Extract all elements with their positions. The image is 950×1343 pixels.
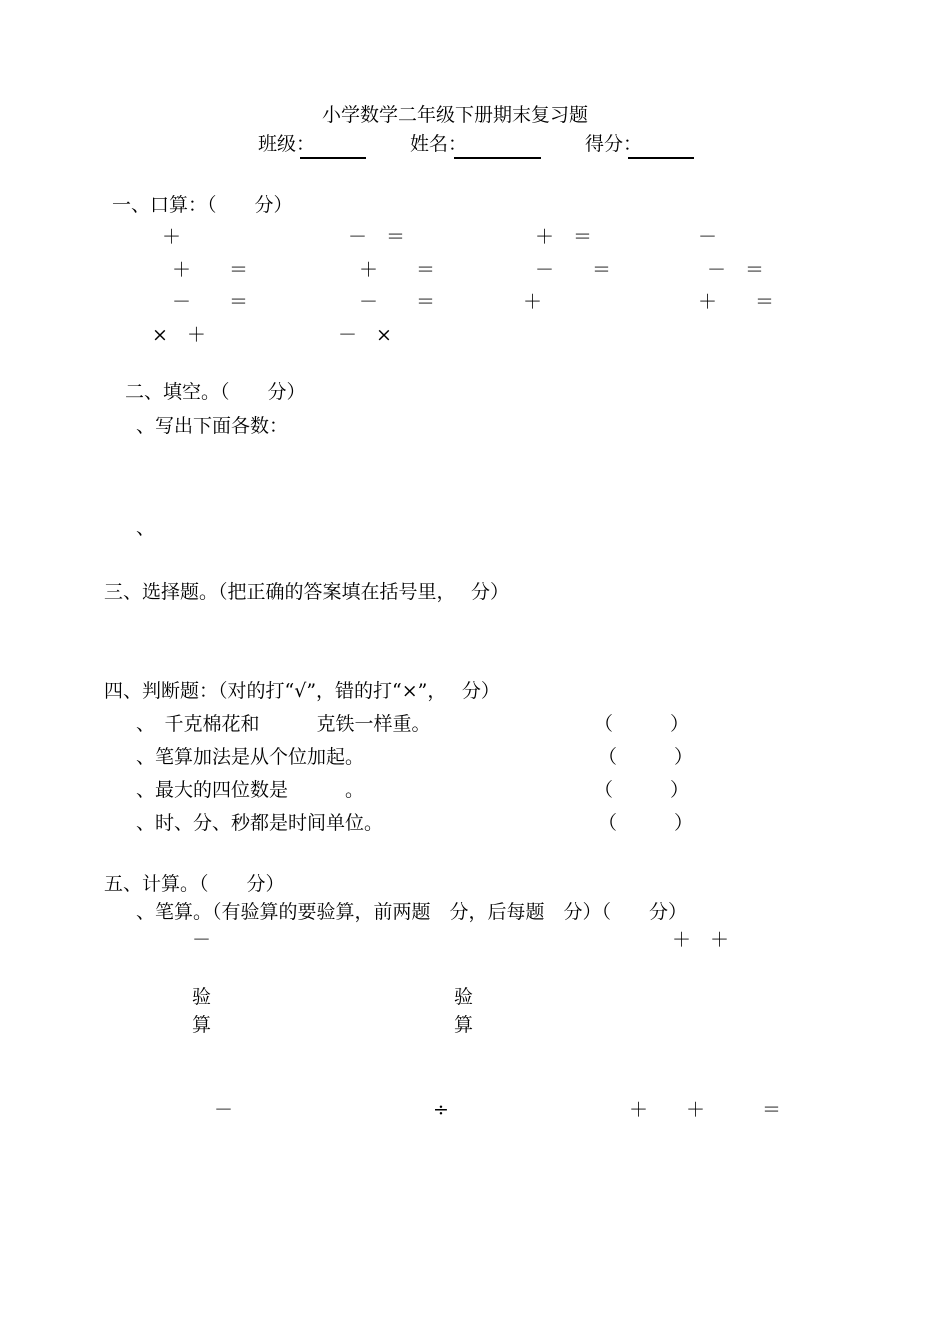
calc-operator: － xyxy=(192,929,212,951)
section2-heading: 二、填空。（ 分） xyxy=(125,381,306,403)
calc-operator: － xyxy=(214,1099,234,1121)
judge-item: 、时、分、秒都是时间单位。 xyxy=(136,812,384,834)
oral-item: ＋ ＝ xyxy=(172,259,249,281)
calc-operator: ＋ ＋ ＝ xyxy=(629,1099,782,1121)
judge-item: 、 千克棉花和 克铁一样重。 xyxy=(136,713,431,735)
check-label: 验 xyxy=(454,986,474,1008)
judge-item: 、笔算加法是从个位加起。 xyxy=(136,746,365,768)
judge-paren[interactable]: （ ） xyxy=(594,713,690,735)
page-title: 小学数学二年级下册期末复习题 xyxy=(322,104,589,126)
class-label: 班级： xyxy=(258,133,316,155)
section3-heading: 三、选择题。（把正确的答案填在括号里， 分） xyxy=(104,581,510,603)
oral-item: － ＝ xyxy=(707,259,765,281)
check-label: 算 xyxy=(192,1014,212,1036)
check-label: 算 xyxy=(454,1014,474,1036)
oral-item: ＋ ＝ xyxy=(535,226,593,248)
judge-paren[interactable]: （ ） xyxy=(598,746,694,768)
oral-item: － xyxy=(698,226,718,248)
fill-item-2: 、 xyxy=(136,517,156,539)
section4-heading: 四、判断题：（对的打“√”，错的打“×”， 分） xyxy=(104,680,500,702)
oral-item: － ＝ xyxy=(348,226,406,248)
score-blank[interactable] xyxy=(628,139,694,159)
oral-item: － × xyxy=(338,324,392,346)
oral-item: ＋ xyxy=(523,291,543,313)
oral-item: － ＝ xyxy=(172,291,249,313)
class-blank[interactable] xyxy=(300,139,366,159)
fill-item-1: 、写出下面各数： xyxy=(136,415,289,437)
oral-item: － ＝ xyxy=(359,291,436,313)
oral-item: － ＝ xyxy=(535,259,612,281)
calc-operator: ÷ xyxy=(433,1099,449,1121)
calc-operator: ＋ ＋ xyxy=(672,929,730,951)
oral-item: ＋ ＝ xyxy=(359,259,436,281)
score-label: 得分： xyxy=(585,133,643,155)
section5-heading: 五、计算。（ 分） xyxy=(104,873,285,895)
judge-paren[interactable]: （ ） xyxy=(598,812,694,834)
written-calc-instruction: 、笔算。（有验算的要验算，前两题 分，后每题 分）（ 分） xyxy=(136,901,688,923)
check-label: 验 xyxy=(192,986,212,1008)
name-label: 姓名： xyxy=(410,133,468,155)
oral-item: ＋ xyxy=(162,226,182,248)
oral-item: ＋ ＝ xyxy=(698,291,775,313)
judge-paren[interactable]: （ ） xyxy=(594,779,690,801)
judge-item: 、最大的四位数是 。 xyxy=(136,779,365,801)
name-blank[interactable] xyxy=(454,139,541,159)
section1-heading: 一、口算：（ 分） xyxy=(112,194,293,216)
oral-item: × ＋ xyxy=(152,324,206,346)
